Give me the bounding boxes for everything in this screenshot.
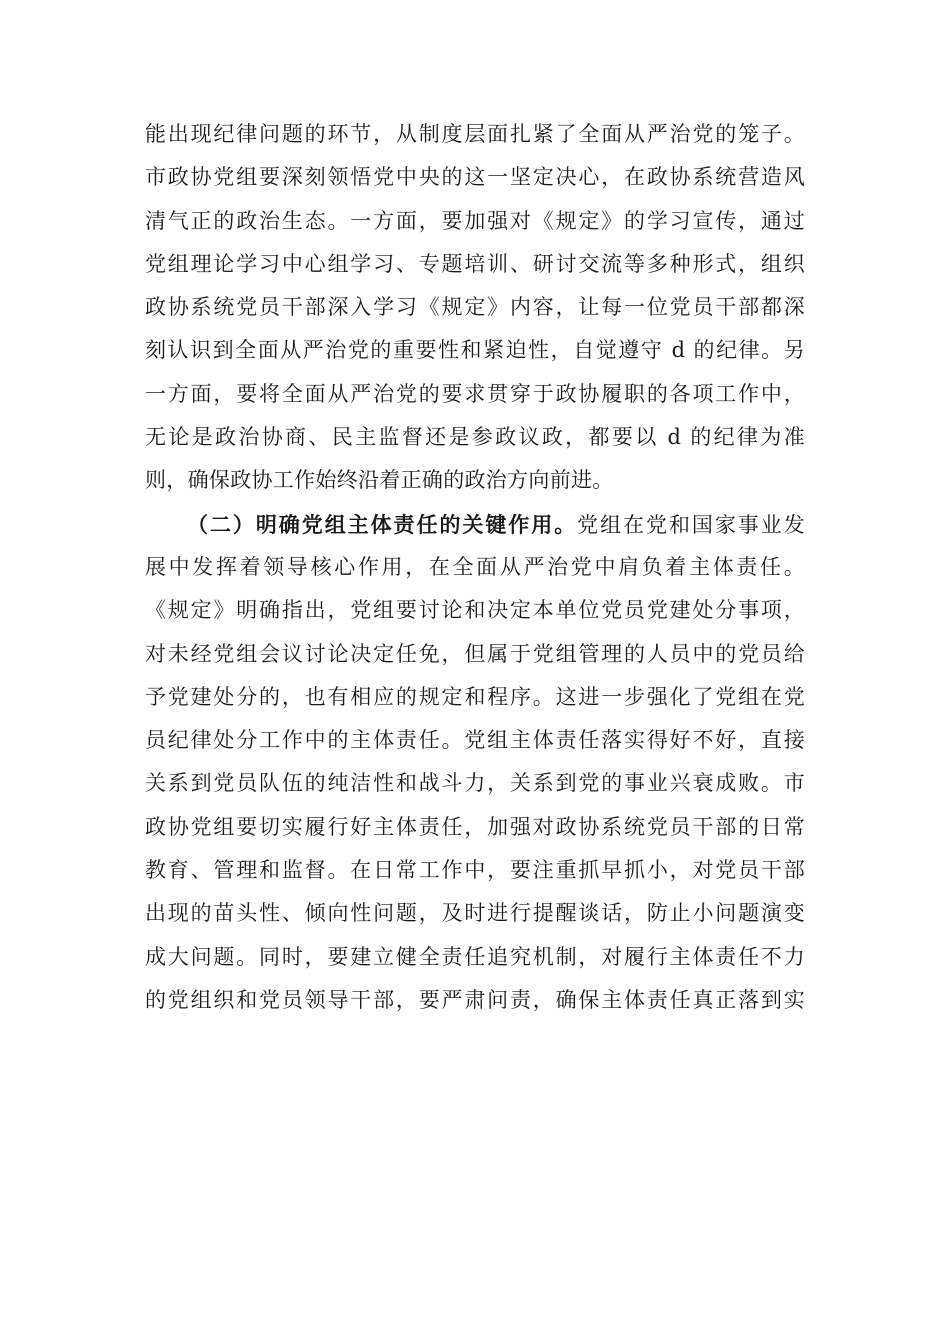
text-line: 清气正的政治生态。一方面，要加强对《规定》的学习宣传，通过	[145, 208, 805, 233]
text-line: 无论是政治协商、民主监督还是参政议政，都要以 d 的纪律为准	[145, 425, 805, 450]
paragraph-2	[145, 503, 805, 1023]
text-line: 市政协党组要深刻领悟党中央的这一坚定决心，在政协系统营造风	[145, 165, 805, 190]
text-line: 政协系统党员干部深入学习《规定》内容，让每一位党员干部都深	[145, 295, 805, 320]
text-line: 对未经党组会议讨论决定任免，但属于党组管理的人员中的党员给	[145, 641, 805, 666]
paragraph-1	[145, 113, 805, 503]
text-line: 则，确保政协工作始终沿着正确的政治方向前进。	[145, 468, 614, 493]
text-line: 成大问题。同时，要建立健全责任追究机制，对履行主体责任不力	[145, 944, 805, 969]
text-line: 出现的苗头性、倾向性问题，及时进行提醒谈话，防止小问题演变	[145, 901, 805, 926]
text-line: 《规定》明确指出，党组要讨论和决定本单位党员党建处分事项，	[145, 598, 805, 623]
text-line: 一方面，要将全面从严治党的要求贯穿于政协履职的各项工作中，	[145, 381, 805, 406]
section-first-line-text: 党组在党和国家事业发	[577, 512, 806, 537]
text-line: 刻认识到全面从严治党的重要性和紧迫性，自觉遵守 d 的纪律。另	[145, 338, 805, 363]
section-heading: （二）明确党组主体责任的关键作用。	[187, 511, 578, 537]
text-line: 教育、管理和监督。在日常工作中，要注重抓早抓小，对党员干部	[145, 858, 805, 883]
text-line: 党组理论学习中心组学习、专题培训、研讨交流等多种形式，组织	[145, 251, 805, 276]
text-line: 予党建处分的，也有相应的规定和程序。这进一步强化了党组在党	[145, 684, 805, 709]
text-line: 政协党组要切实履行好主体责任，加强对政协系统党员干部的日常	[145, 814, 805, 839]
text-line: 能出现纪律问题的环节，从制度层面扎紧了全面从严治党的笼子。	[145, 122, 805, 146]
text-line: 员纪律处分工作中的主体责任。党组主体责任落实得好不好，直接	[145, 728, 805, 753]
text-line: 展中发挥着领导核心作用，在全面从严治党中肩负着主体责任。	[145, 554, 805, 579]
text-line: 的党组织和党员领导干部，要严肃问责，确保主体责任真正落到实	[145, 987, 805, 1012]
body-text	[145, 113, 805, 1022]
section-first-line	[145, 503, 805, 546]
text-line: 关系到党员队伍的纯洁性和战斗力，关系到党的事业兴衰成败。市	[145, 771, 805, 796]
